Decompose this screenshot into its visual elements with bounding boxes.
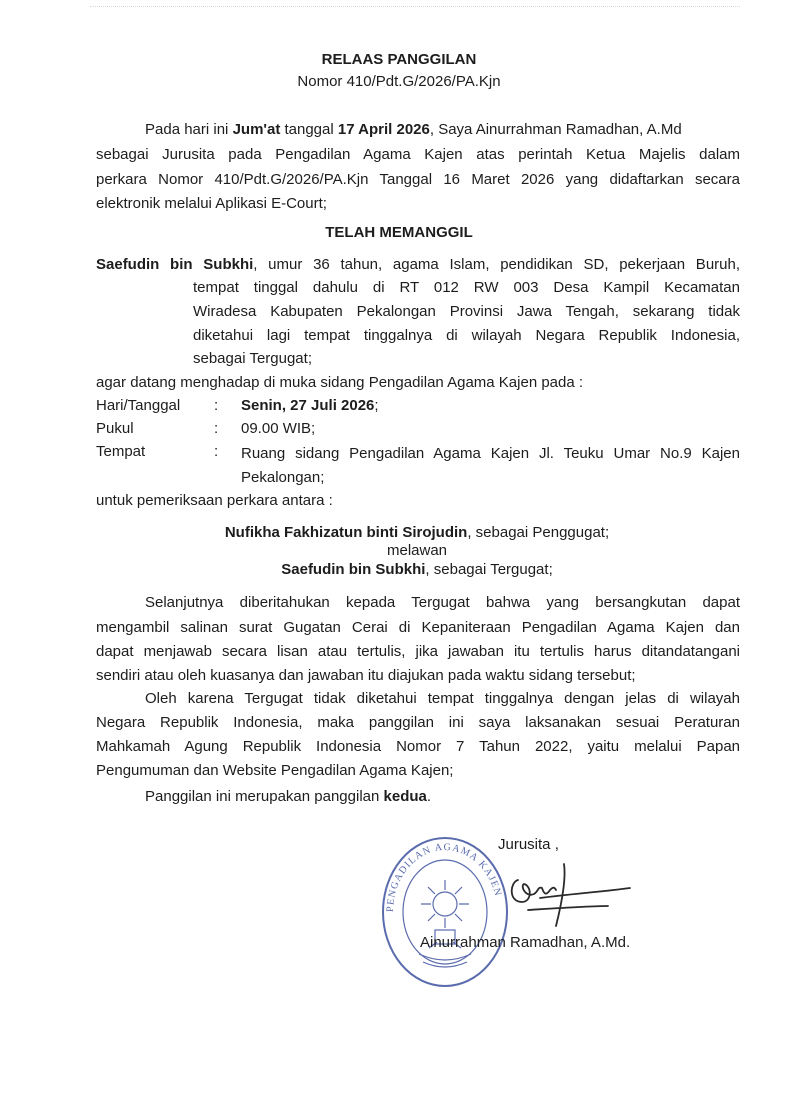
seal-text: PENGADILAN AGAMA KAJEN	[384, 841, 504, 913]
para2-line-4: Pengumuman dan Website Pengadilan Agama Kajen;	[96, 762, 454, 779]
opening-line-1	[145, 120, 682, 140]
party-line-2: tempat tinggal dahulu di RT 012 RW 003 Desa Kampil Kecamatan	[193, 279, 740, 296]
party-line-3: Wiradesa Kabupaten Pekalongan Provinsi Jawa Tengah, sekarang tidak	[193, 303, 740, 320]
schedule-place-colon: :	[214, 443, 219, 460]
party-line-5: sebagai Tergugat;	[193, 350, 312, 367]
opening-line-2: sebagai Jurusita pada Pengadilan Agama Kajen atas perintah Ketua Majelis dalam	[96, 146, 740, 163]
defendant-line	[0, 560, 798, 580]
scan-border	[90, 6, 740, 7]
document-number: Nomor 410/Pdt.G/2026/PA.Kjn	[297, 73, 501, 90]
plaintiff-role: , sebagai Penggugat;	[467, 524, 610, 541]
opening-text-c: , Saya Ainurrahman Ramadhan, A.Md	[429, 121, 682, 138]
opening-text-b: tanggal	[280, 121, 338, 138]
schedule-day-colon: :	[214, 397, 219, 414]
hearing-date-suffix: ;	[374, 397, 379, 414]
para2-line-1: Oleh karena Tergugat tidak diketahui tempat tinggalnya dengan jelas di wilayah	[145, 690, 740, 707]
opening-date: 17 April 2026	[337, 121, 430, 138]
party-line-4: diketahui lagi tempat tinggalnya di wilayah Negara Republik Indonesia,	[193, 327, 740, 344]
jurusita-signature	[480, 852, 640, 932]
schedule-day-label: Hari/Tanggal	[96, 397, 181, 414]
summoned-heading: TELAH MEMANGGIL	[325, 224, 473, 241]
schedule-place-label: Tempat	[96, 443, 146, 460]
schedule-place-line-1: Ruang sidang Pengadilan Agama Kajen Jl. Teuku Umar No.9 Kajen	[241, 445, 740, 462]
party-details: , umur 36 tahun, agama Islam, pendidikan SD, pekerjaan Buruh,	[253, 256, 741, 273]
signature-role: Jurusita ,	[498, 836, 559, 853]
plaintiff-line	[0, 523, 798, 543]
plaintiff-name: Nufikha Fakhizatun binti Sirojudin	[224, 524, 468, 541]
examination-line: untuk pemeriksaan perkara antara :	[96, 492, 333, 509]
opening-line-3: perkara Nomor 410/Pdt.G/2026/PA.Kjn Tanggal 16 Maret 2026 yang didaftarkan secara	[96, 171, 740, 188]
party-line-1	[96, 255, 740, 275]
para1-line-3: dapat menjawab secara lisan atau tertulis, jika jawaban itu tertulis harus ditandatangani	[96, 643, 740, 660]
para1-line-4: sendiri atau oleh kuasanya dan jawaban itu diajukan pada waktu sidang tersebut;	[96, 667, 636, 684]
para3-text: Panggilan ini merupakan panggilan	[145, 788, 384, 805]
document-title: RELAAS PANGGILAN	[321, 51, 477, 68]
defendant-role: , sebagai Tergugat;	[425, 561, 553, 578]
versus-line: melawan	[386, 542, 448, 559]
schedule-time-value: 09.00 WIB;	[241, 420, 316, 437]
invite-line: agar datang menghadap di muka sidang Pengadilan Agama Kajen pada :	[96, 374, 584, 391]
schedule-time-colon: :	[214, 420, 219, 437]
para1-line-2: mengambil salinan surat Gugatan Cerai di Kepaniteraan Pengadilan Agama Kajen dan	[96, 619, 740, 636]
schedule-time-label: Pukul	[96, 420, 134, 437]
para3-line	[145, 787, 431, 807]
schedule-place-line-2: Pekalongan;	[241, 469, 325, 486]
para2-line-3: Mahkamah Agung Republik Indonesia Nomor 7 Tahun 2022, yaitu melalui Papan	[96, 738, 740, 755]
summons-ordinal: kedua	[383, 788, 427, 805]
hearing-date: Senin, 27 Juli 2026	[241, 397, 375, 414]
signatory-name: Ainurrahman Ramadhan, A.Md.	[420, 934, 631, 951]
defendant-name: Saefudin bin Subkhi	[281, 561, 426, 578]
schedule-day-value	[241, 396, 379, 416]
opening-text-a: Pada hari ini	[145, 121, 233, 138]
opening-line-4: elektronik melalui Aplikasi E-Court;	[96, 195, 327, 212]
party-name: Saefudin bin Subkhi	[96, 256, 254, 273]
para3-end: .	[426, 788, 432, 805]
opening-day: Jum'at	[232, 121, 281, 138]
para2-line-2: Negara Republik Indonesia, maka panggilan ini saya laksanakan sesuai Peraturan	[96, 714, 740, 731]
para1-line-1: Selanjutnya diberitahukan kepada Tergugat bahwa yang bersangkutan dapat	[145, 594, 740, 611]
